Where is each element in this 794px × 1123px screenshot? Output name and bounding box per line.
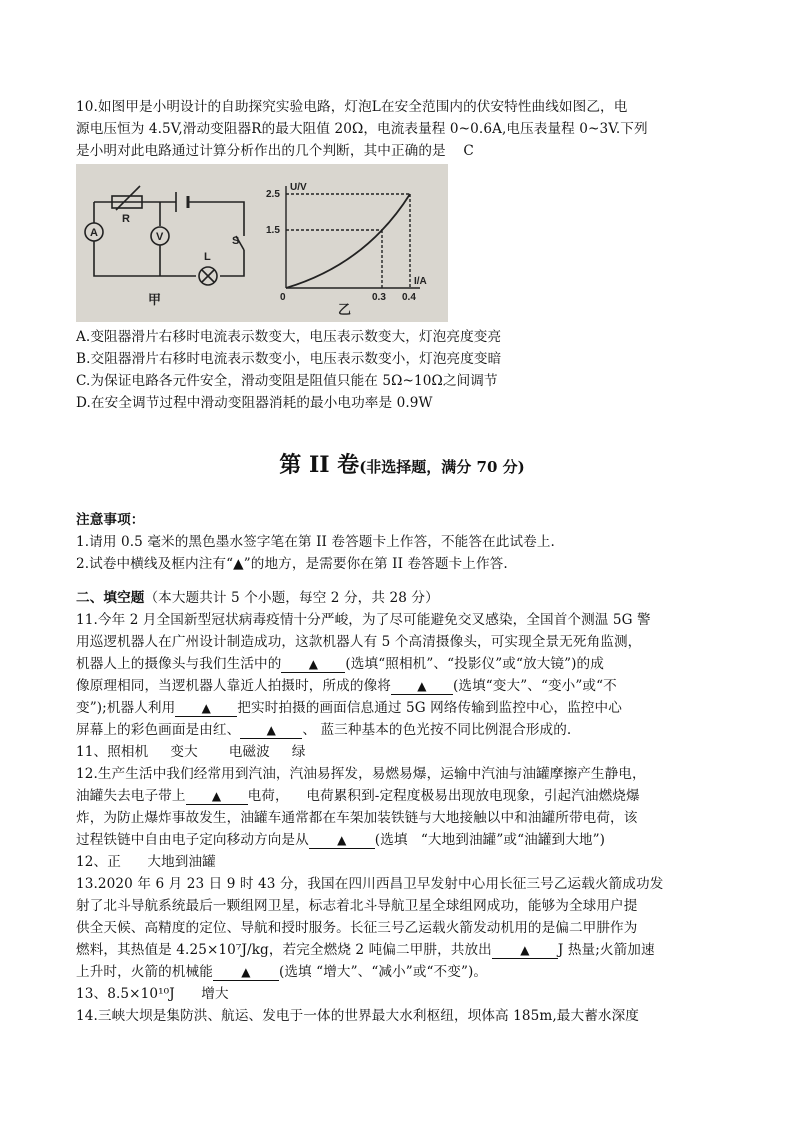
blank-mark: ▲ (417, 679, 427, 693)
q13-line-1: 13.2020 年 6 月 23 日 9 时 43 分，我国在四川西昌卫早发射中心用长征三号乙运载火箭成功发 (76, 876, 664, 892)
q13-text-5b: (选填 “增大”、“减小”或“不变”)。 (278, 964, 488, 980)
blank-mark: ▲ (308, 657, 319, 671)
blank-mark: ▲ (266, 723, 276, 737)
answer-blank (309, 833, 375, 849)
blank-mark: ▲ (520, 943, 530, 957)
section-title (76, 448, 728, 479)
resistor-label: R (122, 213, 130, 225)
q11-text-6b: 、 蓝三种基本的色光按不同比例混合形成的. (302, 722, 572, 738)
q12-line-3: 炸，为防止爆炸事故发生，油罐车通常都在车架加装铁链与大地接触以中和油罐所带电荷，该 (76, 810, 638, 826)
q13-text-5a: 上升时，火箭的机械能 (76, 964, 213, 980)
answer-blank (391, 679, 453, 695)
q10-line-2: 源电压恒为 4.5V,滑动变阻器R的最大阻值 20Ω，电流表量程 0~0.6A,电压表量程 0~3V.下列 (76, 121, 648, 137)
circuit-and-graph-photo (76, 164, 448, 322)
q12-text-2b: 电荷， 电荷累积到-定程度极易出现放电现象，引起汽油燃烧爆 (247, 788, 640, 804)
blank-mark: ▲ (211, 789, 222, 803)
q12-answer: 12、正 大地到油罐 (76, 854, 216, 870)
q11-line-3 (76, 653, 728, 675)
answer-blank (186, 789, 248, 805)
q11-line-2: 用巡逻机器人在广州设计制造成功，这款机器人有 5 个高清摄像头，可实现全景无死角监测， (76, 634, 642, 650)
section-title-main: 第 II 卷 (279, 452, 360, 478)
q11-text-3a: 机器人上的摄像头与我们生活中的 (76, 656, 282, 672)
q11-text-3b: (选填“照相机”、“投影仪”或“放大镜”)的成 (345, 656, 604, 672)
answer-blank (175, 701, 237, 717)
q10-option-b: B.交阻器滑片右移时电流表示数变小，电压表示数变小，灯泡亮度变暗 (76, 351, 502, 367)
answer-blank (213, 965, 279, 981)
q11-line-1: 11.今年 2 月全国新型冠状病毒疫情十分严峻，为了尽可能避免交叉感染，全国首个测温 5G 警 (76, 612, 651, 628)
graph-ylabel: U/V (290, 182, 307, 193)
graph-origin: 0 (280, 292, 286, 303)
q12-text-2a: 油罐失去电子带上 (76, 788, 186, 804)
blank-mark: ▲ (241, 965, 251, 979)
q13-text-4b: J 热量;火箭加速 (557, 942, 655, 958)
q13-line-3: 供全天候、高精度的定位、导航和授时服务。长征三号乙运载火箭发动机用的是偏二甲肼作为 (76, 920, 638, 936)
fill-heading-line (76, 587, 728, 609)
photo-background (76, 164, 448, 322)
q11-text-4b: (选填“变大”、“变小”或“不 (452, 678, 617, 694)
caption-right: 乙 (338, 302, 352, 317)
q11-line-4 (76, 675, 728, 697)
q10-line-1: 10.如图甲是小明设计的自助探究实验电路，灯泡L在安全范围内的伏安特性曲线如图乙，电 (76, 99, 628, 115)
q10-stem: 是小明对此电路通过计算分析作出的几个判断，其中正确的是 (76, 143, 446, 159)
q13-line-4 (76, 939, 728, 961)
q11-line-6 (76, 719, 728, 741)
q10-line-3 (76, 140, 728, 162)
q12-line-1: 12.生产生活中我们经常用到汽油，汽油易挥发，易燃易爆，运输中汽油与油罐摩擦产生静电， (76, 766, 646, 782)
q13-line-2: 射了北斗导航系统最后一颗组网卫星，标志着北斗导航卫星全球组网成功，能够为全球用户提 (76, 898, 638, 914)
notes-item-2: 2.试卷中横线及框内注有“▲”的地方，是需要你在第 II 卷答题卡上作答. (76, 556, 508, 572)
answer-blank (281, 657, 345, 673)
notes-item-1: 1.请用 0.5 毫米的黑色墨水签字笔在第 II 卷答题卡上作答，不能答在此试卷上. (76, 534, 555, 550)
answer-blank (492, 943, 558, 959)
q10-answer: C (463, 143, 474, 159)
q12-line-2 (76, 785, 728, 807)
voltmeter-label: V (156, 231, 164, 243)
section-title-sub: (非选择题，满分 70 分) (359, 458, 525, 476)
q11-text-5a: 变”);机器人利用 (76, 700, 176, 716)
q12-text-4b: (选填 “大地到油罐”或“油罐到大地”) (374, 832, 606, 848)
q14-line-1: 14.三峡大坝是集防洪、航运、发电于一体的世界最大水利枢纽，坝体高 185m,最大蓄水深度 (76, 1008, 639, 1024)
q13-text-4a: 燃料，其热值是 4.25×10⁷J/kg，若完全燃烧 2 吨偏二甲肼，共放出 (76, 942, 492, 958)
graph-ytick-2: 1.5 (266, 225, 280, 236)
graph-xtick-1: 0.3 (372, 292, 386, 303)
q13-line-5 (76, 961, 728, 983)
q12-line-4 (76, 829, 728, 851)
q11-line-5 (76, 697, 728, 719)
q11-text-4a: 像原理相同，当逻机器人靠近人拍摄时，所成的像将 (76, 678, 391, 694)
notes-heading: 注意事项： (76, 512, 145, 528)
answer-blank (240, 723, 302, 739)
q12-text-4a: 过程铁链中自由电子定向移动方向是从 (76, 832, 309, 848)
graph-ytick-1: 2.5 (266, 189, 280, 200)
q11-text-6a: 屏幕上的彩色画面是由红、 (76, 722, 241, 738)
blank-mark: ▲ (201, 701, 211, 715)
q13-answer: 13、8.5×10¹⁰J 增大 (76, 986, 229, 1002)
fill-heading: 二、填空题 (76, 590, 145, 606)
ammeter-label: A (90, 227, 98, 239)
q10-option-c: C.为保证电路各元件安全，滑动变阻是阻值只能在 5Ω~10Ω之间调节 (76, 373, 498, 389)
q10-figure (76, 164, 728, 322)
caption-left: 甲 (148, 292, 162, 307)
lamp-label: L (204, 251, 211, 263)
q10-option-d: D.在安全调节过程中滑动变阻器消耗的最小电功率是 0.9W (76, 395, 433, 411)
blank-mark: ▲ (337, 833, 347, 847)
exam-page (76, 96, 728, 1027)
graph-xtick-2: 0.4 (402, 292, 416, 303)
q11-answer: 11、照相机 变大 电磁波 绿 (76, 744, 306, 760)
fill-heading-note: （本大题共计 5 个小题，每空 2 分，共 28 分） (144, 590, 439, 606)
q10-option-a: A.变阻器滑片右移时电流表示数变大，电压表示数变大，灯泡亮度变亮 (76, 329, 502, 345)
q11-text-5b: 把实时拍摄的画面信息通过 5G 网络传输到监控中心，监控中心 (237, 700, 622, 716)
switch-label: S (232, 235, 240, 247)
graph-xlabel: I/A (414, 276, 427, 287)
